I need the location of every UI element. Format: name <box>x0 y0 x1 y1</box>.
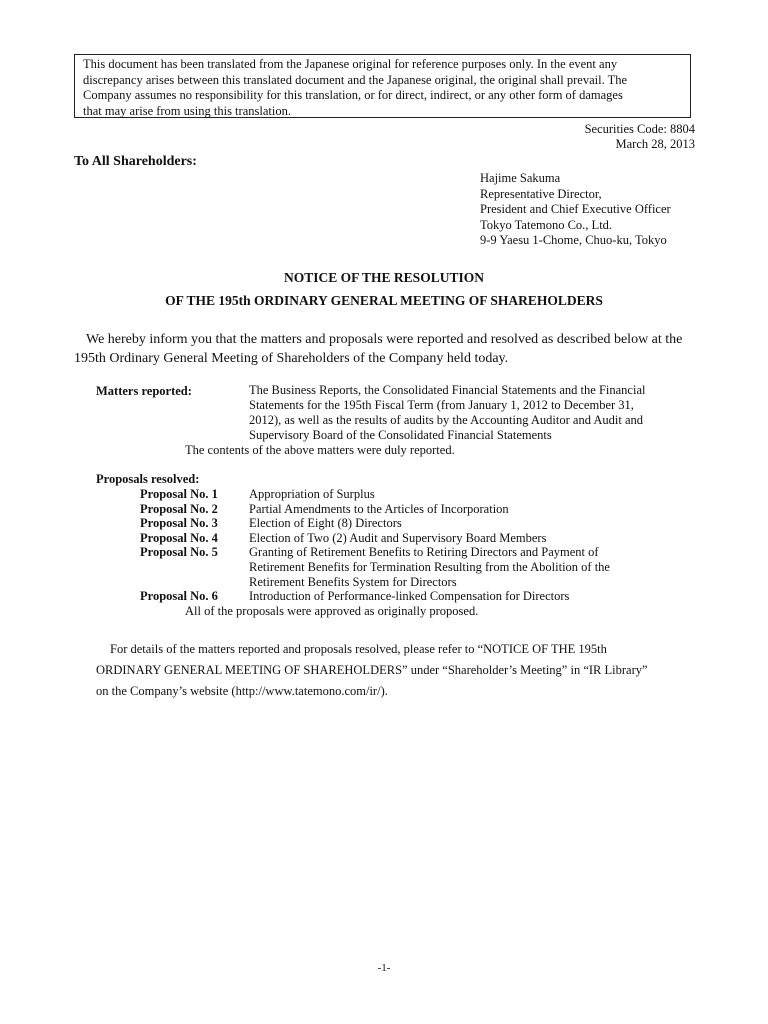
proposal-text: Introduction of Performance-linked Compensation for Directors <box>249 589 570 604</box>
securities-code: Securities Code: 8804 <box>584 122 695 136</box>
document-title-line-2: OF THE 195th ORDINARY GENERAL MEETING OF SHAREHOLDERS <box>165 293 603 308</box>
salutation: To All Shareholders: <box>74 154 197 169</box>
matters-line: Supervisory Board of the Consolidated Financial Statements <box>249 428 552 442</box>
intro-line: We hereby inform you that the matters and proposals were reported and resolved as described below at the <box>86 332 683 347</box>
matters-line: Statements for the 195th Fiscal Term (from January 1, 2012 to December 31, <box>249 398 634 412</box>
sender-title: President and Chief Executive Officer <box>480 202 671 216</box>
document-date: March 28, 2013 <box>615 137 695 151</box>
proposal-text: Retirement Benefits for Termination Resulting from the Abolition of the <box>249 559 610 574</box>
sender-company: Tokyo Tatemono Co., Ltd. <box>480 217 613 232</box>
sender-block <box>480 171 671 249</box>
proposal-text: Granting of Retirement Benefits to Retiring Directors and Payment of <box>249 545 599 560</box>
proposal-row <box>140 516 700 531</box>
intro-paragraph <box>74 330 694 368</box>
proposals-list <box>140 487 700 604</box>
proposal-text: Election of Eight (8) Directors <box>249 516 402 531</box>
sender-address: 9-9 Yaesu 1-Chome, Chuo-ku, Tokyo <box>480 233 667 247</box>
proposal-text: Appropriation of Surplus <box>249 487 375 501</box>
proposal-row <box>140 589 700 604</box>
document-meta <box>585 122 695 152</box>
proposal-row <box>140 502 700 517</box>
proposal-row <box>140 487 700 502</box>
proposal-row <box>140 545 700 589</box>
matters-reported-text <box>249 383 689 443</box>
matters-line: 2012), as well as the results of audits by the Accounting Auditor and Audit and <box>249 413 644 427</box>
disclaimer-line: discrepancy arises between this translated document and the Japanese original, the original shall prevail. The <box>83 72 628 87</box>
proposal-number: Proposal No. 2 <box>140 501 218 516</box>
proposal-number: Proposal No. 1 <box>140 487 218 501</box>
proposals-resolved-label: Proposals resolved: <box>96 472 200 486</box>
proposal-text: Partial Amendments to the Articles of Incorporation <box>249 501 509 516</box>
matters-reported-label: Matters reported: <box>96 384 192 398</box>
disclaimer-line: This document has been translated from the Japanese original for reference purposes only. In the event any <box>83 57 618 71</box>
proposal-text: Retirement Benefits System for Directors <box>249 574 457 589</box>
details-line: on the Company’s website (http://www.tatemono.com/ir/). <box>96 684 388 698</box>
disclaimer-line: Company assumes no responsibility for this translation, or for direct, indirect, or any other form of damages <box>83 88 623 102</box>
proposal-number: Proposal No. 5 <box>140 545 218 560</box>
matters-reported-note: The contents of the above matters were duly reported. <box>185 443 455 457</box>
proposal-number: Proposal No. 4 <box>140 530 218 545</box>
proposal-row <box>140 531 700 546</box>
details-paragraph <box>96 639 696 702</box>
sender-name: Hajime Sakuma <box>480 171 561 185</box>
details-line: ORDINARY GENERAL MEETING OF SHAREHOLDERS” under “Shareholder’s Meeting” in “IR Library” <box>96 663 648 677</box>
proposals-approved-note: All of the proposals were approved as originally proposed. <box>185 604 479 618</box>
details-line: For details of the matters reported and proposals resolved, please refer to “NOTICE OF THE 195th <box>110 642 607 656</box>
disclaimer-line: that may arise from using this translation. <box>83 103 291 118</box>
proposal-number: Proposal No. 3 <box>140 516 218 531</box>
proposal-text: Election of Two (2) Audit and Supervisory Board Members <box>249 530 547 545</box>
sender-title: Representative Director, <box>480 186 602 201</box>
matters-line: The Business Reports, the Consolidated Financial Statements and the Financial <box>249 383 646 397</box>
page-number: -1- <box>377 962 391 974</box>
translation-disclaimer-box <box>74 54 691 118</box>
intro-line: 195th Ordinary General Meeting of Shareholders of the Company held today. <box>74 351 509 366</box>
proposal-number: Proposal No. 6 <box>140 589 218 604</box>
document-title-line-1: NOTICE OF THE RESOLUTION <box>284 270 484 285</box>
